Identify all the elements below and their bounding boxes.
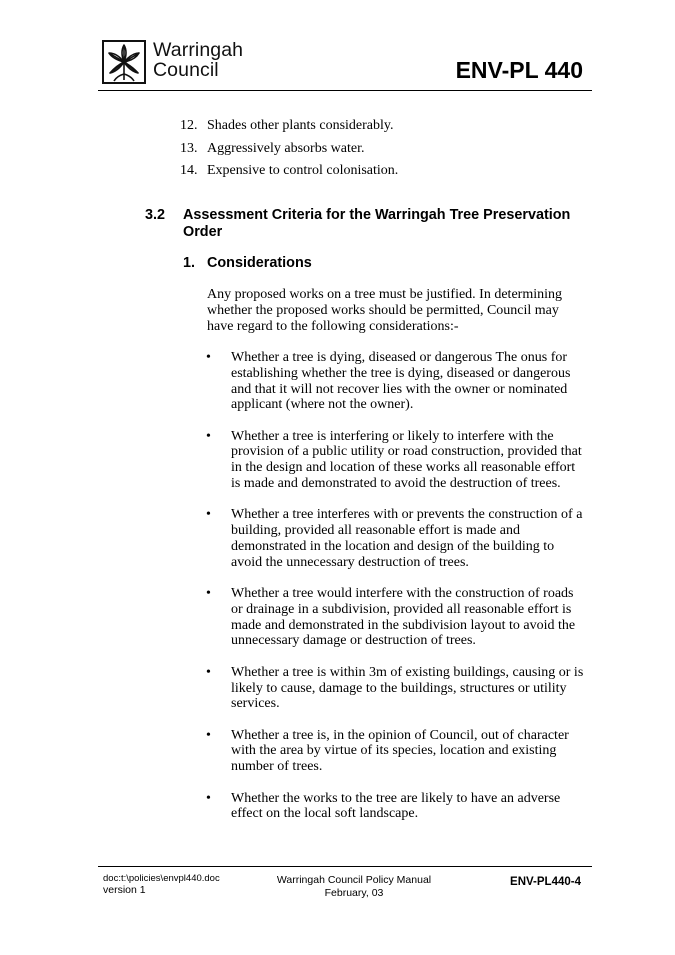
flower-emblem-icon bbox=[102, 40, 146, 84]
subsection-number: 1. bbox=[183, 255, 196, 271]
list-item-number: 13. bbox=[180, 140, 198, 156]
list-item bbox=[180, 160, 398, 183]
bullet-icon: • bbox=[206, 350, 211, 365]
list-item-text: Aggressively absorbs water. bbox=[207, 140, 365, 156]
header-divider bbox=[98, 90, 592, 91]
subsection-title: Considerations bbox=[207, 255, 312, 271]
footer-page-code: ENV-PL440-4 bbox=[510, 876, 581, 888]
footer-version: version 1 bbox=[103, 884, 146, 896]
bullet-icon: • bbox=[206, 586, 211, 602]
footer-manual-info bbox=[254, 874, 454, 899]
section-title: Assessment Criteria for the Warringah Tree Preservation Order bbox=[183, 207, 571, 240]
list-item-number: 14. bbox=[180, 163, 198, 178]
bullet-item bbox=[200, 429, 585, 492]
bullet-text: Whether a tree interferes with or prevents the construction of a building, provided all reasonable effort is made and demonstrated in the location and design of the building to avoid the unnecessary destruction of trees. bbox=[231, 507, 583, 570]
bullet-item bbox=[200, 665, 585, 712]
bullet-text: Whether a tree is dying, diseased or dangerous The onus for establishing whether the tree is dying, diseased or dangerous and that it will not recover lies with the owner or nominated applicant (where not the owner). bbox=[231, 350, 571, 413]
footer-date: February, 03 bbox=[324, 886, 384, 899]
bullet-text: Whether a tree is interfering or likely to interfere with the provision of a public utility or road construction, provided that in the design and location of these works all reasonable effort is made and demonstrated to avoid the destruction of trees. bbox=[231, 428, 582, 492]
bullet-text: Whether a tree is within 3m of existing buildings, causing or is likely to cause, damage to the buildings, structures or utility services. bbox=[231, 664, 584, 712]
logo-line-2: Council bbox=[153, 59, 219, 81]
footer-file-path: doc:t:\policies\envpl440.doc bbox=[103, 873, 220, 884]
bullet-icon: • bbox=[206, 664, 211, 680]
bullet-item bbox=[200, 728, 585, 775]
intro-paragraph: Any proposed works on a tree must be justified. In determining whether the proposed works should be permitted, Council may have regard to the following considerations:- bbox=[207, 287, 562, 334]
footer-manual-title: Warringah Council Policy Manual bbox=[276, 874, 432, 886]
list-item-text: Expensive to control colonisation. bbox=[207, 163, 399, 178]
council-logo bbox=[102, 40, 257, 86]
numbered-list bbox=[180, 115, 398, 183]
bullet-item bbox=[200, 791, 585, 823]
bullet-icon: • bbox=[206, 507, 211, 523]
bullet-icon: • bbox=[206, 727, 211, 743]
logo-line-1: Warringah bbox=[153, 39, 244, 61]
bullet-text: Whether the works to the tree are likely to have an adverse effect on the local soft landscape. bbox=[231, 790, 561, 822]
bullet-icon: • bbox=[206, 428, 211, 444]
footer-file-info bbox=[103, 873, 220, 896]
footer-divider bbox=[98, 866, 592, 867]
list-item-text: Shades other plants considerably. bbox=[207, 118, 394, 133]
list-item bbox=[180, 138, 398, 161]
bullet-item bbox=[200, 507, 585, 570]
bullet-item bbox=[200, 350, 585, 413]
bullet-item bbox=[200, 586, 585, 649]
considerations-list bbox=[200, 350, 585, 838]
document-code: ENV-PL 440 bbox=[455, 57, 583, 83]
list-item-number: 12. bbox=[180, 118, 198, 133]
bullet-icon: • bbox=[206, 790, 211, 806]
section-number: 3.2 bbox=[145, 207, 166, 223]
bullet-text: Whether a tree would interfere with the construction of roads or drainage in a subdivision, provided all reasonable effort is made and demonstrated in the subdivision layout to avoid the unnecessary damage or destruction of trees. bbox=[231, 586, 576, 649]
bullet-text: Whether a tree is, in the opinion of Council, out of character with the area by virtue of its species, location and existing number of trees. bbox=[231, 727, 569, 775]
list-item bbox=[180, 115, 398, 138]
